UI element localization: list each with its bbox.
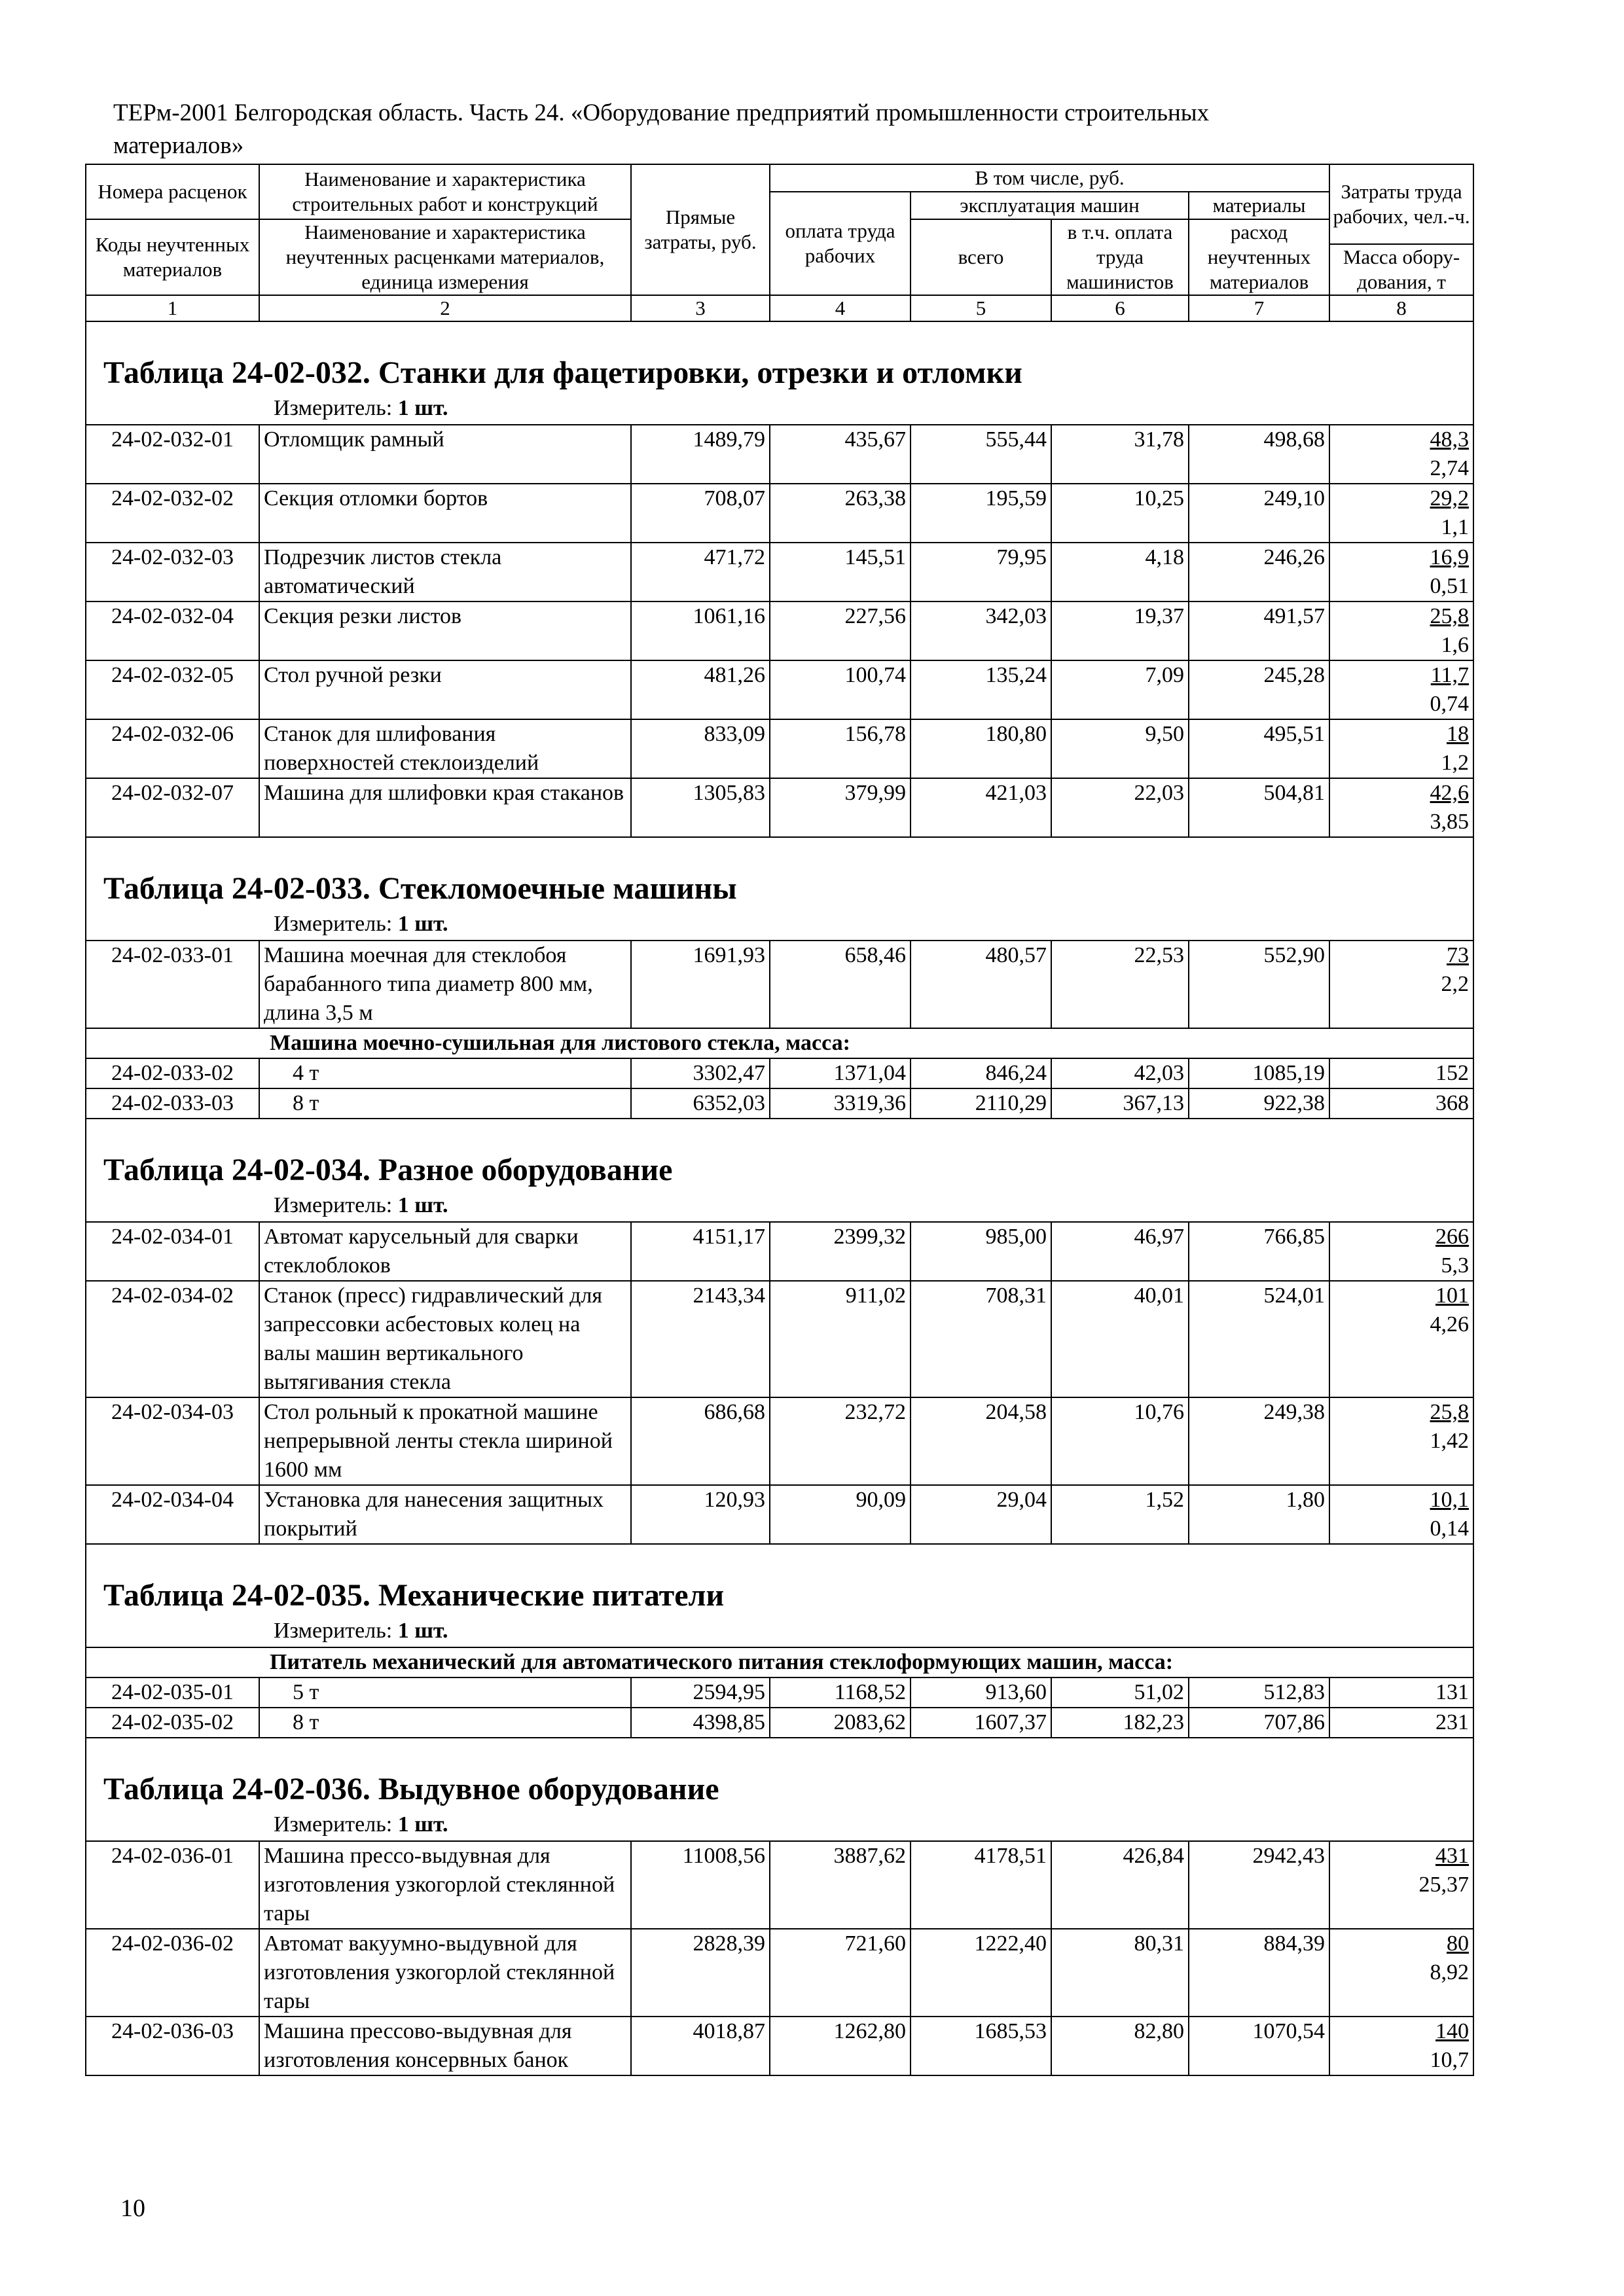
- rate-name: Автомат карусельный для сварки стеклоблоков: [259, 1222, 631, 1281]
- rate-code: 24-02-034-04: [86, 1485, 259, 1544]
- rate-code: 24-02-032-05: [86, 660, 259, 719]
- rate-code: 24-02-036-03: [86, 2017, 259, 2075]
- value-c3: 3302,47: [631, 1058, 770, 1088]
- rate-code: 24-02-034-03: [86, 1397, 259, 1485]
- value-c5: 555,44: [911, 425, 1051, 484]
- materials-header: материалы: [1189, 192, 1329, 219]
- value-c5: 4178,51: [911, 1841, 1051, 1929]
- value-c4: 721,60: [770, 1929, 911, 2017]
- value-c5: 79,95: [911, 543, 1051, 601]
- table-title: Таблица 24-02-033. Стекломоечные машины: [103, 871, 737, 906]
- rate-code: 24-02-032-06: [86, 719, 259, 778]
- rate-code: 24-02-034-02: [86, 1281, 259, 1397]
- value-c7: 922,38: [1189, 1088, 1329, 1119]
- value-c3: 481,26: [631, 660, 770, 719]
- table-row: [86, 1222, 1473, 1281]
- value-c6: 22,03: [1051, 778, 1189, 837]
- rate-code: 24-02-034-01: [86, 1222, 259, 1281]
- value-c7: 512,83: [1189, 1677, 1329, 1708]
- value-c4: 227,56: [770, 601, 911, 660]
- labor-mass-cell: [1329, 484, 1473, 543]
- value-c6: 31,78: [1051, 425, 1189, 484]
- equipment-mass: 4,26: [1430, 1312, 1470, 1336]
- col7-header-material-usage: расход неучтенных материалов: [1189, 219, 1329, 295]
- rate-name: 8 т: [259, 1708, 631, 1738]
- value-c6: 80,31: [1051, 1929, 1189, 2017]
- labor-cost: 11,7: [1430, 663, 1470, 687]
- labor-cost: 431: [1435, 1844, 1470, 1868]
- table-title-cell: [86, 1738, 1473, 1841]
- col-number-7: 7: [1189, 295, 1329, 321]
- unit-label: Измеритель:: [274, 396, 393, 420]
- value-c7: 491,57: [1189, 601, 1329, 660]
- labor-cost: 18: [1447, 722, 1470, 746]
- group-caption-row: [86, 1647, 1473, 1677]
- value-c3: 2594,95: [631, 1677, 770, 1708]
- value-c7: 504,81: [1189, 778, 1329, 837]
- col-number-3: 3: [631, 295, 770, 321]
- col-number-4: 4: [770, 295, 911, 321]
- unit-label: Измеритель:: [274, 912, 393, 936]
- table-row: [86, 1929, 1473, 2017]
- table-row: [86, 484, 1473, 543]
- value-c3: 2828,39: [631, 1929, 770, 2017]
- value-c7: 245,28: [1189, 660, 1329, 719]
- rate-name: Секция резки листов: [259, 601, 631, 660]
- rate-name: Станок для шлифования поверхностей стеклоизделий: [259, 719, 631, 778]
- value-c4: 90,09: [770, 1485, 911, 1544]
- rate-code: 24-02-032-07: [86, 778, 259, 837]
- labor-cost: 368: [1435, 1091, 1470, 1115]
- value-c5: 29,04: [911, 1485, 1051, 1544]
- col3-header-direct-costs: Прямые затраты, руб.: [631, 164, 770, 295]
- value-c4: 1262,80: [770, 2017, 911, 2075]
- value-c4: 435,67: [770, 425, 911, 484]
- value-c5: 2110,29: [911, 1088, 1051, 1119]
- labor-cost: 29,2: [1430, 486, 1470, 511]
- labor-cost: 48,3: [1430, 427, 1470, 452]
- value-c6: 46,97: [1051, 1222, 1189, 1281]
- col1-header-codes: Коды неучтенных материалов: [86, 219, 259, 295]
- table-title-row: [86, 1738, 1473, 1841]
- equipment-mass: 2,74: [1430, 456, 1470, 480]
- value-c7: 498,68: [1189, 425, 1329, 484]
- group-caption-row: [86, 1028, 1473, 1058]
- labor-mass-cell: [1329, 2017, 1473, 2075]
- table-unit: [90, 1190, 1469, 1221]
- labor-mass-cell: [1329, 425, 1473, 484]
- rate-name: Отломщик рамный: [259, 425, 631, 484]
- equipment-mass: 1,6: [1441, 633, 1470, 657]
- value-c4: 2399,32: [770, 1222, 911, 1281]
- value-c6: 7,09: [1051, 660, 1189, 719]
- table-title-row: [86, 837, 1473, 941]
- labor-mass-cell: [1329, 778, 1473, 837]
- col-number-6: 6: [1051, 295, 1189, 321]
- value-c6: 82,80: [1051, 2017, 1189, 2075]
- equipment-mass: 1,1: [1441, 515, 1470, 539]
- value-c4: 3887,62: [770, 1841, 911, 1929]
- rate-name: Секция отломки бортов: [259, 484, 631, 543]
- value-c3: 6352,03: [631, 1088, 770, 1119]
- value-c7: 1070,54: [1189, 2017, 1329, 2075]
- labor-mass-cell: [1329, 941, 1473, 1028]
- value-c4: 263,38: [770, 484, 911, 543]
- table-title: Таблица 24-02-034. Разное оборудование: [103, 1153, 673, 1187]
- col2-header-materials: Наименование и характеристика неучтенных расценками материалов, единица измерения: [259, 219, 631, 295]
- rate-code: 24-02-036-01: [86, 1841, 259, 1929]
- value-c5: 1607,37: [911, 1708, 1051, 1738]
- labor-cost: 101: [1435, 1283, 1470, 1308]
- labor-cost: 25,8: [1430, 604, 1470, 628]
- labor-mass-cell: [1329, 1397, 1473, 1485]
- labor-mass-cell: [1329, 1841, 1473, 1929]
- value-c5: 421,03: [911, 778, 1051, 837]
- value-c5: 985,00: [911, 1222, 1051, 1281]
- rate-name: Машина моечная для стеклобоя барабанного типа диаметр 800 мм, длина 3,5 м: [259, 941, 631, 1028]
- labor-mass-cell: [1329, 543, 1473, 601]
- value-c4: 2083,62: [770, 1708, 911, 1738]
- table-body: [86, 321, 1473, 2075]
- rate-code: 24-02-033-02: [86, 1058, 259, 1088]
- rates-table: [85, 164, 1474, 2076]
- value-c5: 846,24: [911, 1058, 1051, 1088]
- table-row: [86, 1677, 1473, 1708]
- value-c6: 10,25: [1051, 484, 1189, 543]
- value-c4: 232,72: [770, 1397, 911, 1485]
- value-c6: 367,13: [1051, 1088, 1189, 1119]
- unit-value: 1 шт.: [397, 1619, 448, 1643]
- col4-header-wages: оплата труда рабочих: [770, 192, 911, 295]
- group-caption: Машина моечно-сушильная для листового стекла, масса:: [86, 1028, 1473, 1058]
- value-c7: 495,51: [1189, 719, 1329, 778]
- value-c3: 4018,87: [631, 2017, 770, 2075]
- table-title-row: [86, 321, 1473, 425]
- labor-mass-cell: [1329, 1088, 1473, 1119]
- rate-code: 24-02-032-03: [86, 543, 259, 601]
- page-number: 10: [120, 2195, 145, 2222]
- value-c3: 1489,79: [631, 425, 770, 484]
- unit-value: 1 шт.: [397, 1812, 448, 1837]
- labor-mass-cell: [1329, 1677, 1473, 1708]
- value-c4: 145,51: [770, 543, 911, 601]
- document-header: [113, 97, 1462, 162]
- rate-code: 24-02-032-04: [86, 601, 259, 660]
- equipment-mass: 0,51: [1430, 574, 1470, 598]
- table-row: [86, 2017, 1473, 2075]
- value-c5: 480,57: [911, 941, 1051, 1028]
- rate-code: 24-02-036-02: [86, 1929, 259, 2017]
- value-c4: 3319,36: [770, 1088, 911, 1119]
- equipment-mass: 25,37: [1418, 1873, 1470, 1897]
- rate-name: Автомат вакуумно-выдувной для изготовления узкогорлой стеклянной тары: [259, 1929, 631, 2017]
- equipment-mass: 2,2: [1441, 972, 1470, 996]
- value-c3: 4151,17: [631, 1222, 770, 1281]
- table-title-cell: [86, 321, 1473, 425]
- labor-mass-cell: [1329, 601, 1473, 660]
- header-line-1: ТЕРм-2001 Белгородская область. Часть 24. «Оборудование предприятий промышленности строительных: [113, 99, 1210, 126]
- rate-name: Машина прессово-выдувная для изготовления консервных банок: [259, 2017, 631, 2075]
- labor-mass-cell: [1329, 1708, 1473, 1738]
- equipment-mass: 0,74: [1430, 692, 1470, 716]
- table-row: [86, 601, 1473, 660]
- table-unit: [90, 1615, 1469, 1647]
- rate-name: 5 т: [259, 1677, 631, 1708]
- value-c4: 911,02: [770, 1281, 911, 1397]
- labor-cost: 131: [1435, 1680, 1470, 1704]
- value-c6: 1,52: [1051, 1485, 1189, 1544]
- rate-name: Стол рольный к прокатной машине непрерывной ленты стекла шириной 1600 мм: [259, 1397, 631, 1485]
- table-row: [86, 1485, 1473, 1544]
- value-c7: 524,01: [1189, 1281, 1329, 1397]
- table-title-cell: [86, 1544, 1473, 1647]
- value-c6: 22,53: [1051, 941, 1189, 1028]
- rate-code: 24-02-035-02: [86, 1708, 259, 1738]
- labor-cost: 73: [1447, 943, 1470, 967]
- table-row: [86, 660, 1473, 719]
- rate-code: 24-02-032-01: [86, 425, 259, 484]
- table-row: [86, 941, 1473, 1028]
- value-c7: 884,39: [1189, 1929, 1329, 2017]
- group-caption: Питатель механический для автоматического питания стеклоформующих машин, масса:: [86, 1647, 1473, 1677]
- labor-mass-cell: [1329, 1485, 1473, 1544]
- value-c7: 246,26: [1189, 543, 1329, 601]
- value-c7: 766,85: [1189, 1222, 1329, 1281]
- value-c3: 1061,16: [631, 601, 770, 660]
- table-row: [86, 1397, 1473, 1485]
- value-c5: 913,60: [911, 1677, 1051, 1708]
- labor-mass-cell: [1329, 719, 1473, 778]
- value-c3: 1691,93: [631, 941, 770, 1028]
- col2-header-works: Наименование и характеристика строительных работ и конструкций: [259, 164, 631, 219]
- rate-code: 24-02-033-01: [86, 941, 259, 1028]
- table-title-row: [86, 1119, 1473, 1222]
- labor-mass-cell: [1329, 1058, 1473, 1088]
- value-c3: 708,07: [631, 484, 770, 543]
- equipment-mass: 0,14: [1430, 1516, 1470, 1541]
- table-title: Таблица 24-02-035. Механические питатели: [103, 1578, 725, 1613]
- table-row: [86, 1841, 1473, 1929]
- value-c5: 195,59: [911, 484, 1051, 543]
- table-title: Таблица 24-02-036. Выдувное оборудование: [103, 1772, 719, 1806]
- labor-cost: 140: [1435, 2019, 1470, 2043]
- labor-cost: 80: [1447, 1931, 1470, 1956]
- unit-label: Измеритель:: [274, 1619, 393, 1643]
- equipment-mass: 5,3: [1441, 1253, 1470, 1278]
- col-number-8: 8: [1329, 295, 1473, 321]
- value-c4: 1371,04: [770, 1058, 911, 1088]
- value-c6: 182,23: [1051, 1708, 1189, 1738]
- rate-name: Машина для шлифовки края стаканов: [259, 778, 631, 837]
- table-header: [86, 164, 1473, 321]
- rate-name: 8 т: [259, 1088, 631, 1119]
- value-c3: 2143,34: [631, 1281, 770, 1397]
- table-row: [86, 425, 1473, 484]
- value-c5: 180,80: [911, 719, 1051, 778]
- value-c3: 11008,56: [631, 1841, 770, 1929]
- table-title-row: [86, 1544, 1473, 1647]
- value-c6: 19,37: [1051, 601, 1189, 660]
- value-c7: 707,86: [1189, 1708, 1329, 1738]
- table-row: [86, 1281, 1473, 1397]
- rate-name: Машина прессо-выдувная для изготовления узкогорлой стеклянной тары: [259, 1841, 631, 1929]
- value-c5: 1222,40: [911, 1929, 1051, 2017]
- unit-value: 1 шт.: [397, 396, 448, 420]
- unit-value: 1 шт.: [397, 912, 448, 936]
- table-row: [86, 543, 1473, 601]
- incl-header: В том числе, руб.: [770, 164, 1329, 192]
- value-c5: 135,24: [911, 660, 1051, 719]
- labor-mass-cell: [1329, 1929, 1473, 2017]
- header-line-2: материалов»: [113, 132, 244, 159]
- col-number-5: 5: [911, 295, 1051, 321]
- value-c3: 833,09: [631, 719, 770, 778]
- value-c6: 42,03: [1051, 1058, 1189, 1088]
- table-row: [86, 778, 1473, 837]
- value-c6: 51,02: [1051, 1677, 1189, 1708]
- col5-header-total: всего: [911, 219, 1051, 295]
- value-c7: 552,90: [1189, 941, 1329, 1028]
- equipment-mass: 8,92: [1430, 1960, 1470, 1984]
- equipment-mass: 1,2: [1441, 751, 1470, 775]
- table-row: [86, 1058, 1473, 1088]
- value-c3: 1305,83: [631, 778, 770, 837]
- equipment-mass: 1,42: [1430, 1429, 1470, 1453]
- table-row: [86, 1708, 1473, 1738]
- rate-name: Стол ручной резки: [259, 660, 631, 719]
- value-c7: 1085,19: [1189, 1058, 1329, 1088]
- table-row: [86, 1088, 1473, 1119]
- labor-mass-cell: [1329, 1222, 1473, 1281]
- value-c4: 156,78: [770, 719, 911, 778]
- rate-name: Станок (пресс) гидравлический для запрессовки асбестовых колец на валы машин вертикального вытягивания стекла: [259, 1281, 631, 1397]
- rate-code: 24-02-033-03: [86, 1088, 259, 1119]
- rate-name: Подрезчик листов стекла автоматический: [259, 543, 631, 601]
- rate-name: 4 т: [259, 1058, 631, 1088]
- unit-label: Измеритель:: [274, 1193, 393, 1217]
- table-title: Таблица 24-02-032. Станки для фацетировки, отрезки и отломки: [103, 355, 1022, 390]
- table-unit: [90, 1809, 1469, 1840]
- col-number-2: 2: [259, 295, 631, 321]
- equipment-mass: 3,85: [1430, 810, 1470, 834]
- value-c5: 342,03: [911, 601, 1051, 660]
- rate-name: Установка для нанесения защитных покрытий: [259, 1485, 631, 1544]
- unit-label: Измеритель:: [274, 1812, 393, 1837]
- col-number-1: 1: [86, 295, 259, 321]
- value-c6: 40,01: [1051, 1281, 1189, 1397]
- value-c5: 708,31: [911, 1281, 1051, 1397]
- value-c6: 4,18: [1051, 543, 1189, 601]
- table-unit: [90, 908, 1469, 940]
- table-title-cell: [86, 837, 1473, 941]
- value-c3: 471,72: [631, 543, 770, 601]
- unit-value: 1 шт.: [397, 1193, 448, 1217]
- value-c7: 249,10: [1189, 484, 1329, 543]
- value-c4: 379,99: [770, 778, 911, 837]
- table-unit: [90, 393, 1469, 424]
- labor-cost: 231: [1435, 1710, 1470, 1734]
- value-c3: 4398,85: [631, 1708, 770, 1738]
- value-c4: 658,46: [770, 941, 911, 1028]
- value-c7: 249,38: [1189, 1397, 1329, 1485]
- labor-cost: 42,6: [1430, 781, 1470, 805]
- labor-mass-cell: [1329, 1281, 1473, 1397]
- labor-cost: 10,1: [1430, 1488, 1470, 1512]
- machines-header: эксплуатация машин: [911, 192, 1189, 219]
- labor-cost: 152: [1435, 1061, 1470, 1085]
- value-c6: 9,50: [1051, 719, 1189, 778]
- value-c4: 100,74: [770, 660, 911, 719]
- table-row: [86, 719, 1473, 778]
- equipment-mass: 10,7: [1430, 2048, 1470, 2072]
- value-c6: 10,76: [1051, 1397, 1189, 1485]
- value-c3: 686,68: [631, 1397, 770, 1485]
- value-c7: 1,80: [1189, 1485, 1329, 1544]
- col8-header-labor: Затраты труда рабочих, чел.-ч.: [1329, 164, 1473, 244]
- rate-code: 24-02-032-02: [86, 484, 259, 543]
- value-c7: 2942,43: [1189, 1841, 1329, 1929]
- rate-code: 24-02-035-01: [86, 1677, 259, 1708]
- value-c4: 1168,52: [770, 1677, 911, 1708]
- value-c5: 204,58: [911, 1397, 1051, 1485]
- value-c5: 1685,53: [911, 2017, 1051, 2075]
- col1-header-rates: Номера расценок: [86, 164, 259, 219]
- labor-cost: 25,8: [1430, 1400, 1470, 1424]
- labor-cost: 266: [1435, 1225, 1470, 1249]
- col6-header-operator-wages: в т.ч. оплата труда машинистов: [1051, 219, 1189, 295]
- col8-header-mass: Масса обору-дования, т: [1329, 244, 1473, 295]
- table-title-cell: [86, 1119, 1473, 1222]
- labor-mass-cell: [1329, 660, 1473, 719]
- value-c3: 120,93: [631, 1485, 770, 1544]
- labor-cost: 16,9: [1430, 545, 1470, 569]
- value-c6: 426,84: [1051, 1841, 1189, 1929]
